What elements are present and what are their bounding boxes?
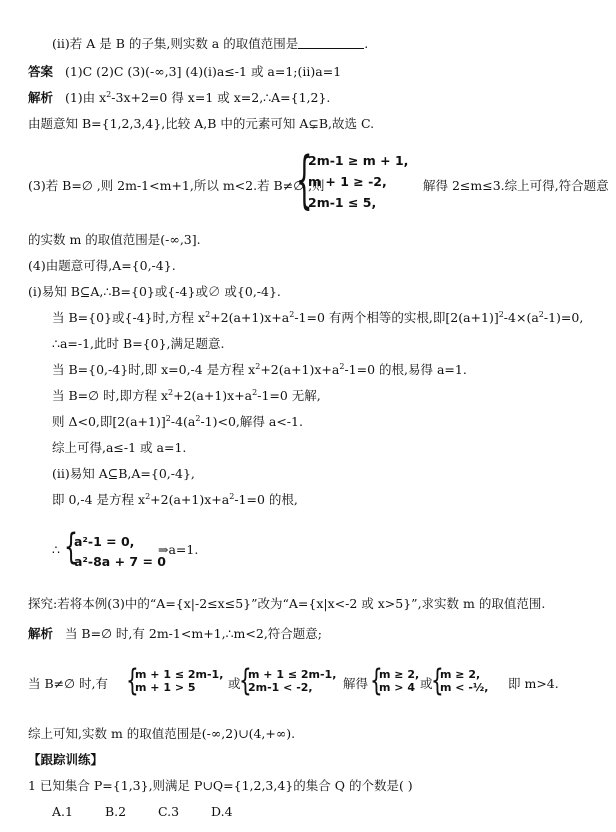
analysis-line-4: 的实数 m 的取值范围是(-∞,3]. (28, 232, 201, 247)
brace-system-2: { (64, 528, 78, 568)
answer-label: 答案 (28, 64, 54, 79)
analysis-line-15-post: ⇒a=1. (158, 542, 199, 557)
option-row (52, 804, 233, 820)
brace-system-5: { (370, 662, 383, 698)
system-5: m ≥ 2, m > 4 (379, 668, 420, 694)
option-a: A.1 (52, 804, 73, 819)
analysis-line-18-c: 解得 (343, 676, 369, 691)
answer-blank (298, 36, 364, 49)
system-6: m ≥ 2, m < -½, (440, 668, 489, 694)
answer-line: 答案 (1)C (2)C (3)(-∞,3] (4)(i)a≤-1 或 a=1;(ii)a=1 (28, 64, 342, 79)
option-b: B.2 (104, 804, 127, 819)
analysis-2-line: 解析 当 B=∅ 时,有 2m-1<m+1,∴m<2,符合题意; (28, 626, 323, 641)
option-c: C.3 (158, 804, 180, 819)
brace-system-6: { (431, 662, 444, 698)
analysis-line-18-b: 或 (228, 676, 241, 691)
system-2: a²-1 = 0, a²-8a + 7 = 0 (74, 534, 166, 569)
analysis-line-18-d: 或 (420, 676, 433, 691)
analysis-line-3-post: 解得 2≤m≤3.综上可得,符合题意 (423, 178, 609, 193)
analysis-line-15-pre: ∴ (52, 542, 60, 557)
explore-question: 探究:若将本例(3)中的“A={x|-2≤x≤5}”改为“A={x|x<-2 或 x>5}”,求实数 m 的取值范围. (28, 596, 546, 611)
analysis-line-13: (ii)易知 A⊆B,A={0,-4}, (52, 466, 195, 481)
brace-system-1: { (296, 146, 313, 218)
analysis-line-8: ∴a=-1,此时 B={0},满足题意. (52, 336, 225, 351)
analysis-line-18-a: 当 B≠∅ 时,有 (28, 676, 108, 691)
analysis-label: 解析 (28, 90, 54, 105)
analysis-line-18-e: 即 m>4. (508, 676, 559, 691)
analysis-line-19: 综上可知,实数 m 的取值范围是(-∞,2)∪(4,+∞). (28, 726, 296, 741)
system-3: m + 1 ≤ 2m-1, m + 1 > 5 (135, 668, 224, 694)
analysis-line-14: 即 0,-4 是方程 $x^2+2(a+1)x+a^2-1=0$ 的根, (52, 492, 298, 507)
analysis-line-5: (4)由题意可得,A={0,-4}. (28, 258, 176, 273)
analysis-line-11: 则 Δ<0,即$[2(a+1)]^2-4(a^2-1)<0$,解得 a<-1. (52, 414, 303, 429)
tracking-question-1: 1 已知集合 P={1,3},则满足 P∪Q={1,2,3,4}的集合 Q 的个数是( ) (28, 778, 413, 793)
analysis-2-label: 解析 (28, 626, 54, 641)
section-heading: 【跟踪训练】 (28, 752, 104, 767)
analysis-line-6: (i)易知 B⊆A,∴B={0}或{-4}或∅ 或{0,-4}. (28, 284, 281, 299)
analysis-line-10: 当 B=∅ 时,即方程 $x^2+2(a+1)x+a^2-1=0$ 无解, (52, 388, 321, 403)
analysis-line-2: 由题意知 B={1,2,3,4},比较 A,B 中的元素可知 A⊊B,故选 C. (28, 116, 375, 131)
system-4: m + 1 ≤ 2m-1, 2m-1 < -2, (248, 668, 337, 694)
system-1: 2m-1 ≥ m + 1, m + 1 ≥ -2, 2m-1 ≤ 5, (308, 153, 409, 210)
brace-system-4: { (239, 662, 252, 698)
analysis-line-3-pre: (3)若 B=∅ ,则 2m-1<m+1,所以 m<2.若 B≠∅ ,则 (28, 178, 325, 193)
option-d: D.4 (211, 804, 233, 819)
analysis-line-7: 当 B={0}或{-4}时,方程 $x^2+2(a+1)x+a^2-1=0$ 有两个相等的实根,即$[2(a+1)]^2-4\times(a^2-1)=0$, (52, 310, 584, 325)
brace-system-3: { (126, 662, 139, 698)
analysis-line-12: 综上可得,a≤-1 或 a=1. (52, 440, 187, 455)
analysis-line-1: 解析 (1)由 $x^2-3x+2=0$ 得 x=1 或 x=2,∴A={1,2}. (28, 90, 331, 105)
analysis-line-9: 当 B={0,-4}时,即 x=0,-4 是方程 $x^2+2(a+1)x+a^2-1=0$ 的根,易得 a=1. (52, 362, 467, 377)
question-ii: (ii)若 A 是 B 的子集,则实数 a 的取值范围是 . (52, 36, 369, 51)
